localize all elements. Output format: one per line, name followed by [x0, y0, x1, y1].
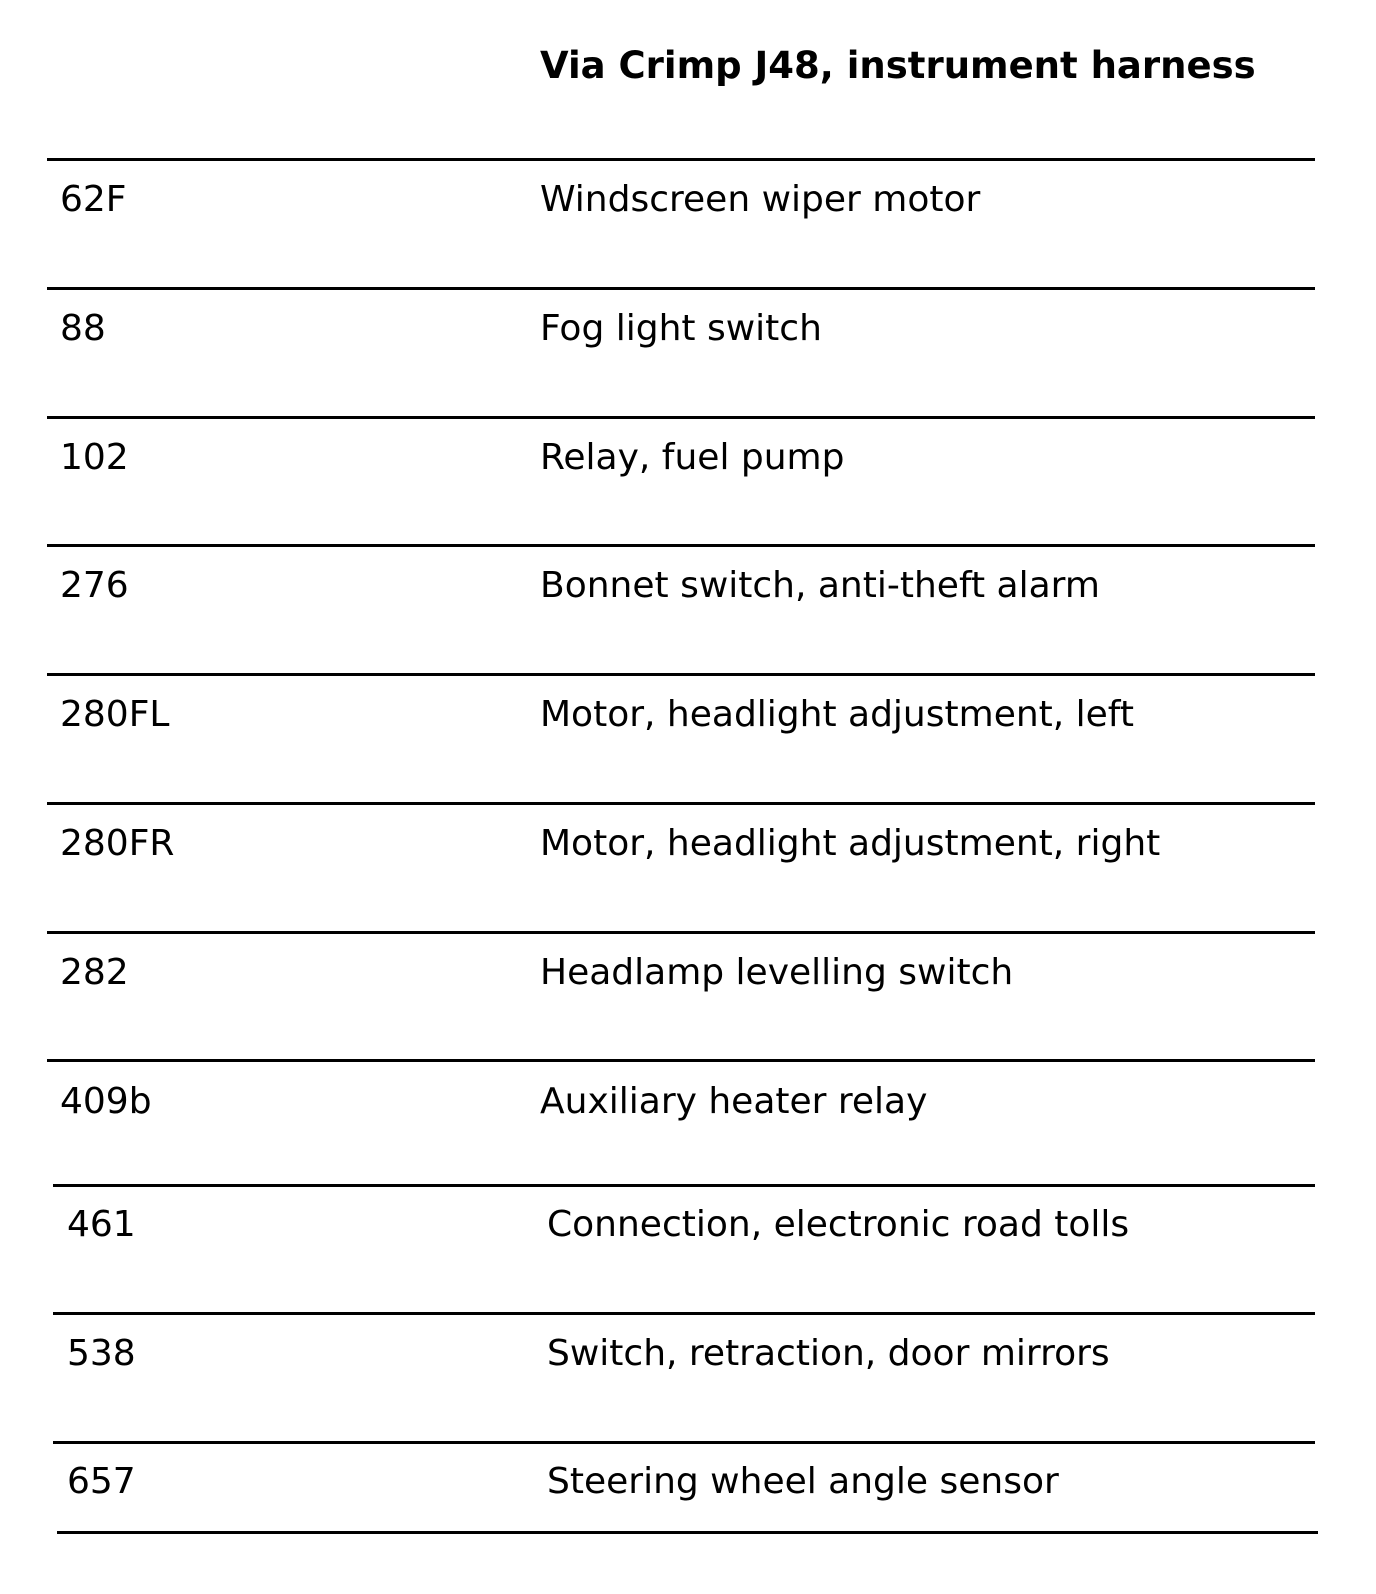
row-code: 657 [67, 1461, 136, 1502]
row-description: Switch, retraction, door mirrors [547, 1333, 1110, 1374]
row-description: Bonnet switch, anti-theft alarm [540, 565, 1100, 606]
row-description: Auxiliary heater relay [540, 1081, 928, 1122]
column-header: Via Crimp J48, instrument harness [540, 44, 1256, 87]
row-divider [47, 931, 1315, 934]
row-divider [47, 416, 1315, 419]
row-description: Motor, headlight adjustment, left [540, 694, 1134, 735]
row-divider [47, 287, 1315, 290]
row-divider [53, 1184, 1315, 1187]
table-bottom-rule [57, 1531, 1318, 1534]
row-divider [47, 544, 1315, 547]
row-code: 461 [67, 1204, 136, 1245]
row-divider [47, 158, 1315, 161]
row-code: 282 [60, 952, 129, 993]
row-code: 102 [60, 437, 129, 478]
row-description: Headlamp levelling switch [540, 952, 1014, 993]
row-description: Steering wheel angle sensor [547, 1461, 1059, 1502]
row-divider [53, 1441, 1315, 1444]
row-description: Motor, headlight adjustment, right [540, 823, 1161, 864]
row-divider [47, 802, 1315, 805]
row-code: 276 [60, 565, 129, 606]
row-description: Connection, electronic road tolls [547, 1204, 1130, 1245]
row-code: 409b [60, 1081, 152, 1122]
row-code: 62F [60, 179, 127, 220]
row-divider [47, 673, 1315, 676]
row-divider [47, 1059, 1315, 1062]
row-description: Fog light switch [540, 308, 822, 349]
row-code: 280FL [60, 694, 170, 735]
row-divider [53, 1312, 1315, 1315]
row-description: Relay, fuel pump [540, 437, 845, 478]
row-description: Windscreen wiper motor [540, 179, 981, 220]
row-code: 538 [67, 1333, 136, 1374]
row-code: 88 [60, 308, 106, 349]
row-code: 280FR [60, 823, 175, 864]
